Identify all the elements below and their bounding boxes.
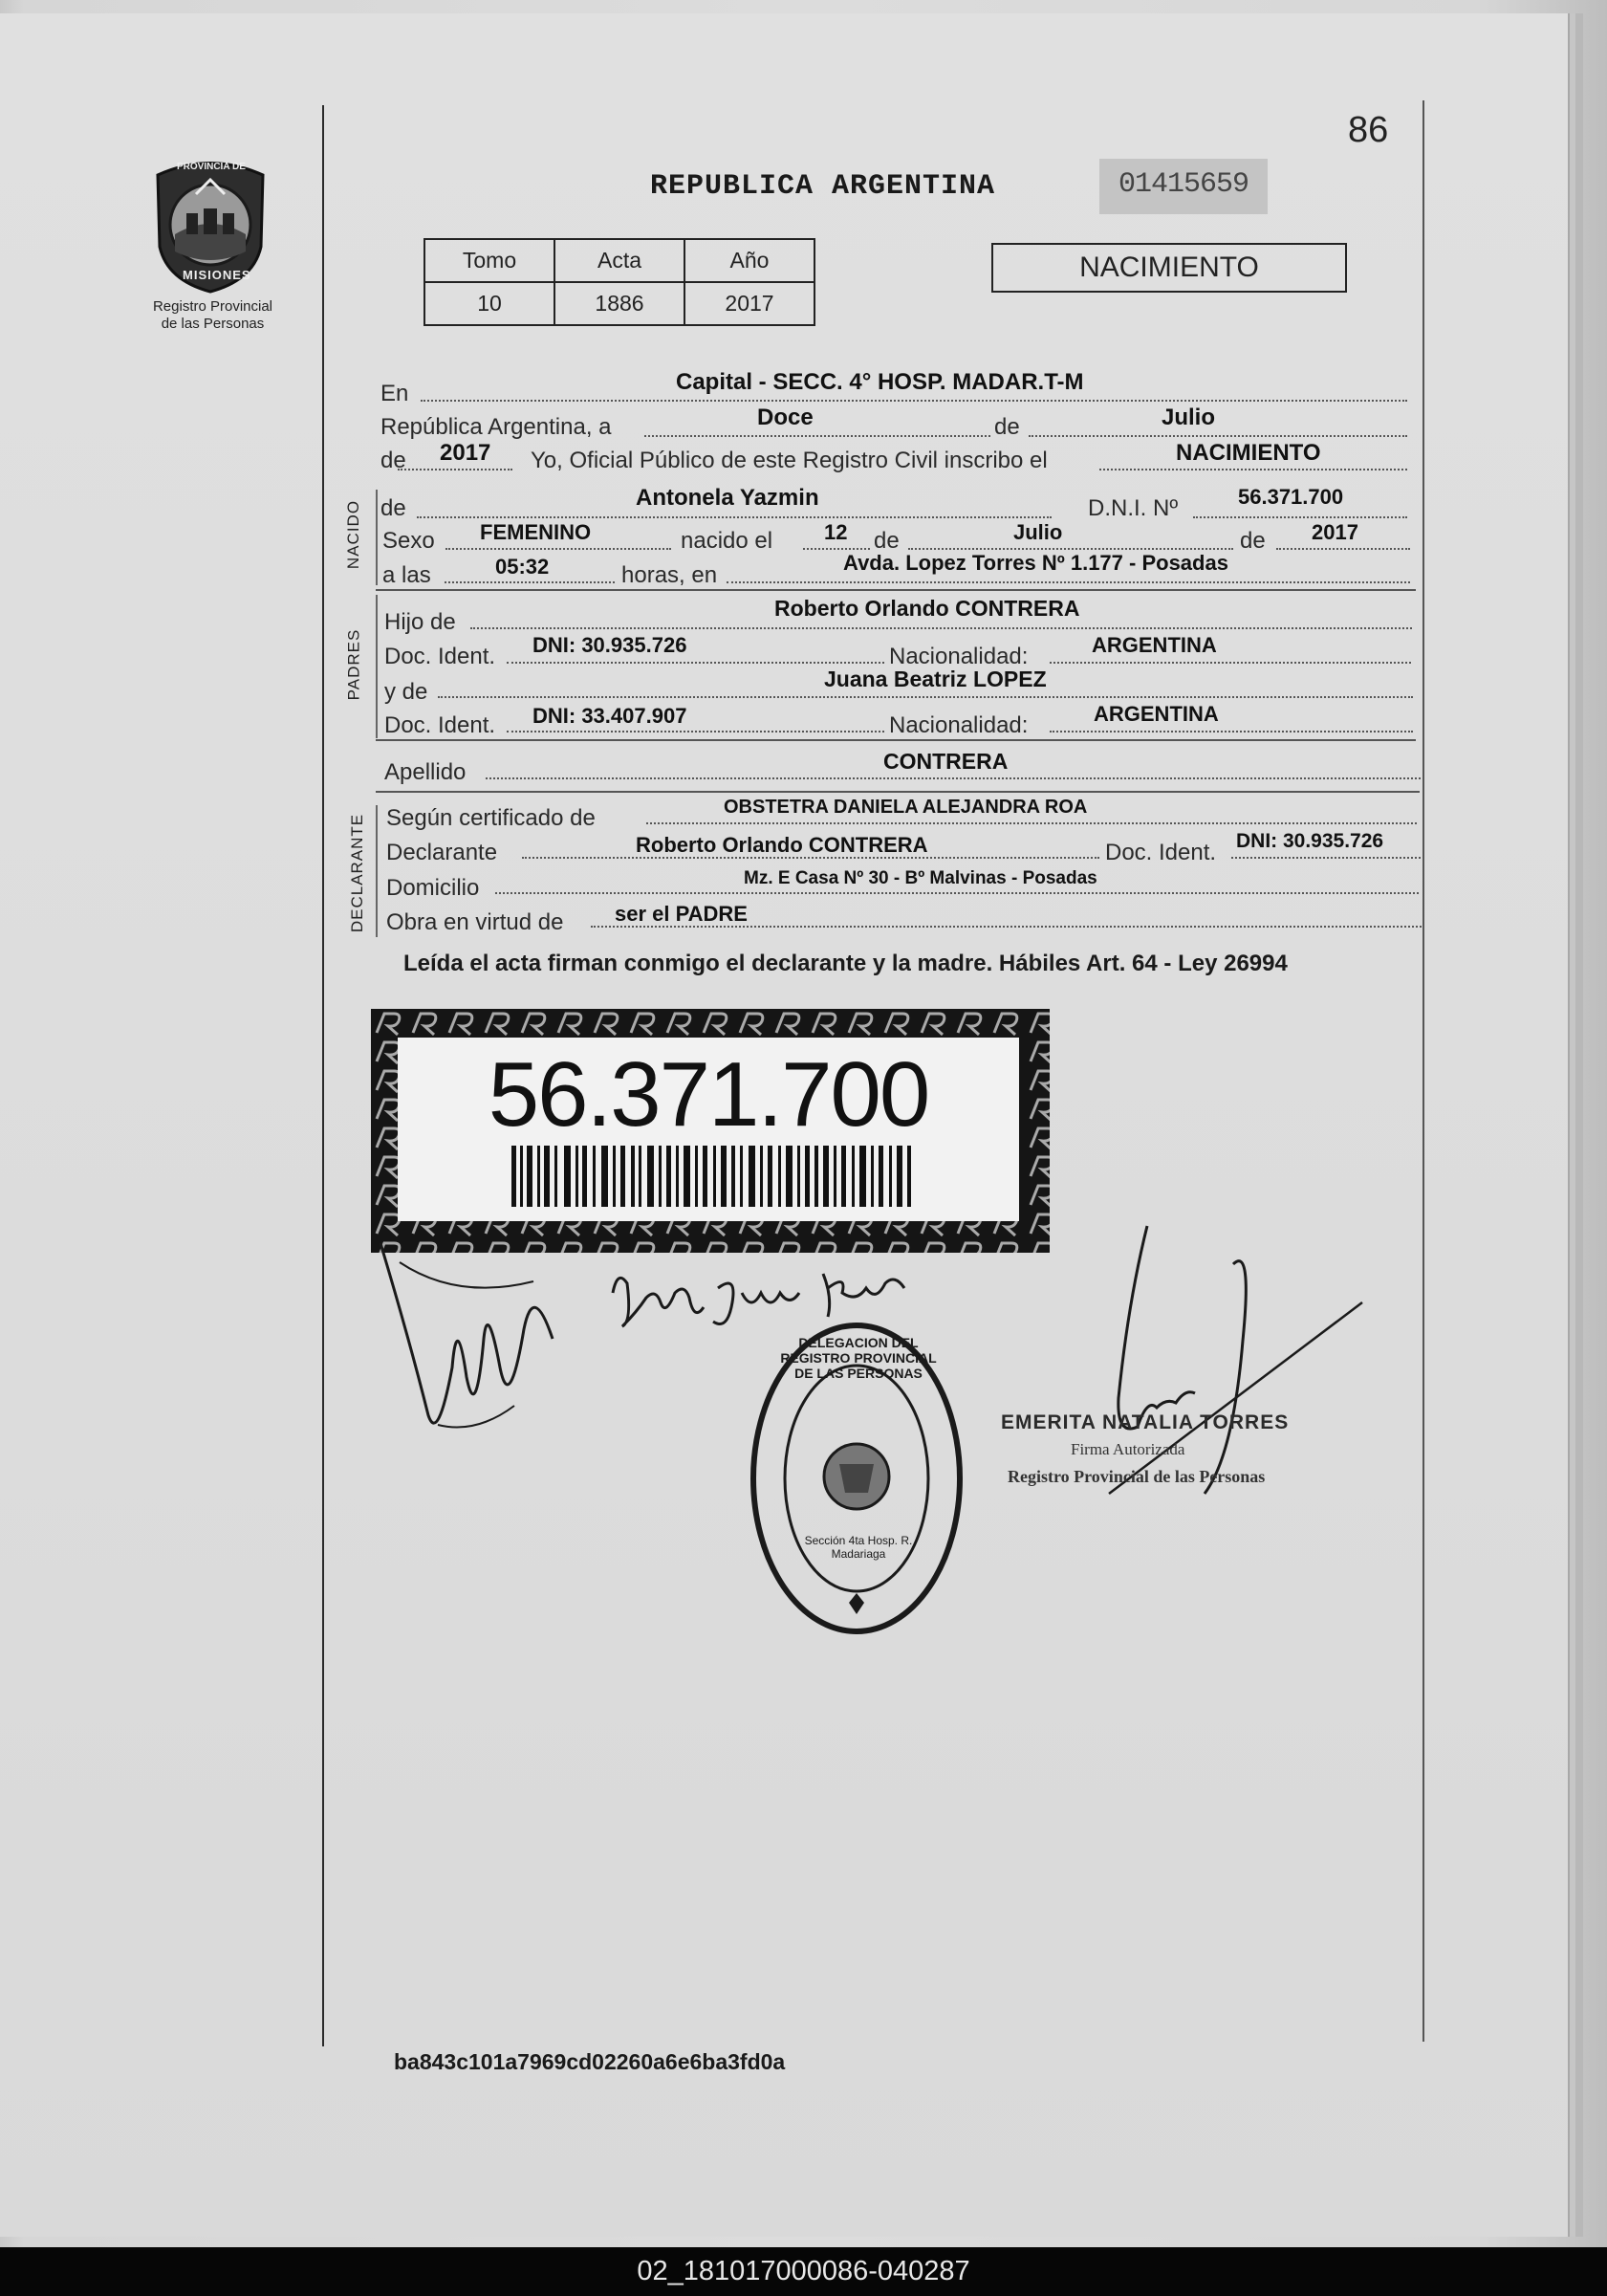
official-office: Registro Provincial de las Personas: [1008, 1467, 1266, 1486]
label-nacionalidad-1: Nacionalidad:: [889, 644, 1029, 669]
side-label-declarante: DECLARANTE: [348, 813, 367, 933]
barcode: [511, 1146, 913, 1207]
label-dni: D.N.I. Nº: [1088, 495, 1179, 521]
registry-line-1: Registro Provincial: [152, 298, 273, 315]
dots-certificado: [646, 822, 1417, 824]
value-padre-dni: DNI: 30.935.726: [532, 633, 687, 657]
anio-header: Año: [684, 239, 814, 282]
page-number: 86: [1348, 110, 1389, 150]
value-madre: Juana Beatriz LOPEZ: [824, 667, 1047, 691]
value-declarante: Roberto Orlando CONTRERA: [636, 833, 928, 857]
dots-madre-dni: [507, 731, 884, 733]
stamp-outer-text: DELEGACION DEL REGISTRO PROVINCIAL DE LAS PERSONAS: [780, 1335, 937, 1381]
registry-name: [124, 298, 301, 333]
label-republica: República Argentina, a: [380, 414, 612, 440]
dots-dni: [1193, 516, 1407, 518]
value-obra: ser el PADRE: [615, 902, 748, 926]
dots-en: [421, 400, 1407, 402]
closing-note: Leída el acta firman conmigo el declarante y la madre. Hábiles Art. 64 - Ley 26994: [403, 951, 1288, 976]
label-de-1: de: [994, 414, 1020, 440]
stamp-inner-text: Sección 4ta Hosp. R. Madariaga: [804, 1534, 913, 1561]
separator-1: [376, 589, 1416, 591]
dots-apellido: [486, 777, 1421, 779]
label-a-las: a las: [382, 562, 431, 588]
label-domicilio: Domicilio: [386, 875, 480, 901]
value-padre: Roberto Orlando CONTRERA: [774, 596, 1080, 621]
official-oval-stamp: [744, 1316, 973, 1641]
value-hora: 05:32: [495, 555, 550, 579]
side-label-padres: PADRES: [344, 628, 363, 701]
label-de-2: de: [380, 448, 406, 473]
dots-nac-mes: [908, 548, 1233, 550]
seal-top-text: PROVINCIA DE: [177, 162, 246, 172]
dots-nac-dia: [803, 548, 870, 550]
book-reference-table: [423, 238, 815, 326]
serial-number: 01415659: [1118, 168, 1249, 201]
document-hash: ba843c101a7969cd02260a6e6ba3fd0a: [394, 2049, 786, 2074]
dots-nombre: [417, 516, 1052, 518]
sticker-number: 56.371.700: [488, 1043, 929, 1146]
label-doc-ident-2: Doc. Ident.: [384, 712, 496, 738]
dots-madre-nac: [1050, 731, 1413, 733]
value-lugar: Capital - SECC. 4° HOSP. MADAR.T-M: [676, 369, 1084, 395]
label-doc-ident-1: Doc. Ident.: [384, 644, 496, 669]
left-margin-line: [322, 105, 324, 2046]
dots-padre-dni: [507, 662, 884, 664]
value-lugar-nac: Avda. Lopez Torres Nº 1.177 - Posadas: [843, 551, 1228, 575]
label-apellido: Apellido: [384, 759, 467, 785]
dots-padre: [470, 627, 1412, 629]
dots-nac-anio: [1276, 548, 1410, 550]
anio-value: 2017: [684, 282, 814, 325]
value-nac-dia: 12: [824, 520, 848, 544]
label-horas-en: horas, en: [621, 562, 718, 588]
dots-hora: [445, 581, 615, 583]
record-type-box: NACIMIENTO: [991, 243, 1347, 293]
value-dni: 56.371.700: [1238, 485, 1344, 509]
value-nac-anio: 2017: [1312, 520, 1358, 544]
label-de-nombre: de: [380, 495, 406, 521]
dots-madre: [438, 696, 1413, 698]
value-dia: Doce: [757, 405, 814, 430]
label-doc-ident-3: Doc. Ident.: [1105, 840, 1217, 865]
dots-republica: [644, 435, 990, 437]
seal-bottom-text: MISIONES: [183, 268, 251, 282]
dots-anio: [398, 469, 512, 470]
value-madre-dni: DNI: 33.407.907: [532, 704, 687, 728]
value-anio: 2017: [440, 440, 491, 466]
tomo-value: 10: [424, 282, 554, 325]
image-caption: 02_181017000086-040287: [0, 2247, 1607, 2296]
label-obra: Obra en virtud de: [386, 909, 564, 935]
tomo-header: Tomo: [424, 239, 554, 282]
separator-3: [376, 791, 1420, 793]
label-nacionalidad-2: Nacionalidad:: [889, 712, 1029, 738]
value-apellido: CONTRERA: [883, 749, 1009, 774]
dots-domicilio: [495, 892, 1419, 894]
label-sexo: Sexo: [382, 528, 435, 554]
dots-padre-nac: [1050, 662, 1411, 664]
separator-2: [376, 739, 1416, 741]
value-mes: Julio: [1162, 405, 1216, 430]
value-tipo: NACIMIENTO: [1176, 440, 1321, 466]
declarant-signature: [371, 1224, 562, 1454]
label-de-4: de: [1240, 528, 1266, 554]
value-domicilio: Mz. E Casa Nº 30 - Bº Malvinas - Posadas: [744, 868, 1097, 888]
nacido-divider: [376, 490, 378, 585]
side-label-nacido: NACIDO: [344, 499, 363, 570]
country-title: REPUBLICA ARGENTINA: [650, 170, 996, 203]
value-nombre: Antonela Yazmin: [636, 485, 819, 511]
label-hijo-de: Hijo de: [384, 609, 456, 635]
value-padre-nac: ARGENTINA: [1092, 633, 1217, 657]
label-declarante: Declarante: [386, 840, 498, 865]
label-en: En: [380, 381, 409, 406]
label-y-de: y de: [384, 679, 428, 705]
label-nacido-el: nacido el: [681, 528, 773, 554]
acta-header: Acta: [554, 239, 684, 282]
dots-sexo: [445, 548, 671, 550]
value-sexo: FEMENINO: [480, 520, 592, 544]
value-madre-nac: ARGENTINA: [1094, 702, 1219, 726]
dots-declarante-dni: [1231, 857, 1421, 859]
right-margin-line: [1422, 100, 1424, 2042]
value-nac-mes: Julio: [1013, 520, 1063, 544]
declarante-divider: [376, 805, 378, 937]
label-segun: Según certificado de: [386, 805, 596, 831]
dni-sticker: [371, 1009, 1050, 1253]
dots-lugar-nac: [727, 581, 1410, 583]
acta-value: 1886: [554, 282, 684, 325]
registry-line-2: de las Personas: [161, 316, 265, 332]
official-name: EMERITA NATALIA TORRES: [1001, 1411, 1290, 1433]
label-oficial: Yo, Oficial Público de este Registro Civil inscribo el: [531, 448, 1048, 473]
value-declarante-dni: DNI: 30.935.726: [1236, 830, 1384, 852]
dots-tipo: [1099, 469, 1407, 470]
padres-divider: [376, 595, 378, 738]
dots-mes: [1029, 435, 1407, 437]
official-role: Firma Autorizada: [1071, 1440, 1185, 1458]
province-seal-logo: [148, 156, 272, 295]
label-de-3: de: [874, 528, 900, 554]
value-certificado: OBSTETRA DANIELA ALEJANDRA ROA: [724, 797, 1088, 818]
